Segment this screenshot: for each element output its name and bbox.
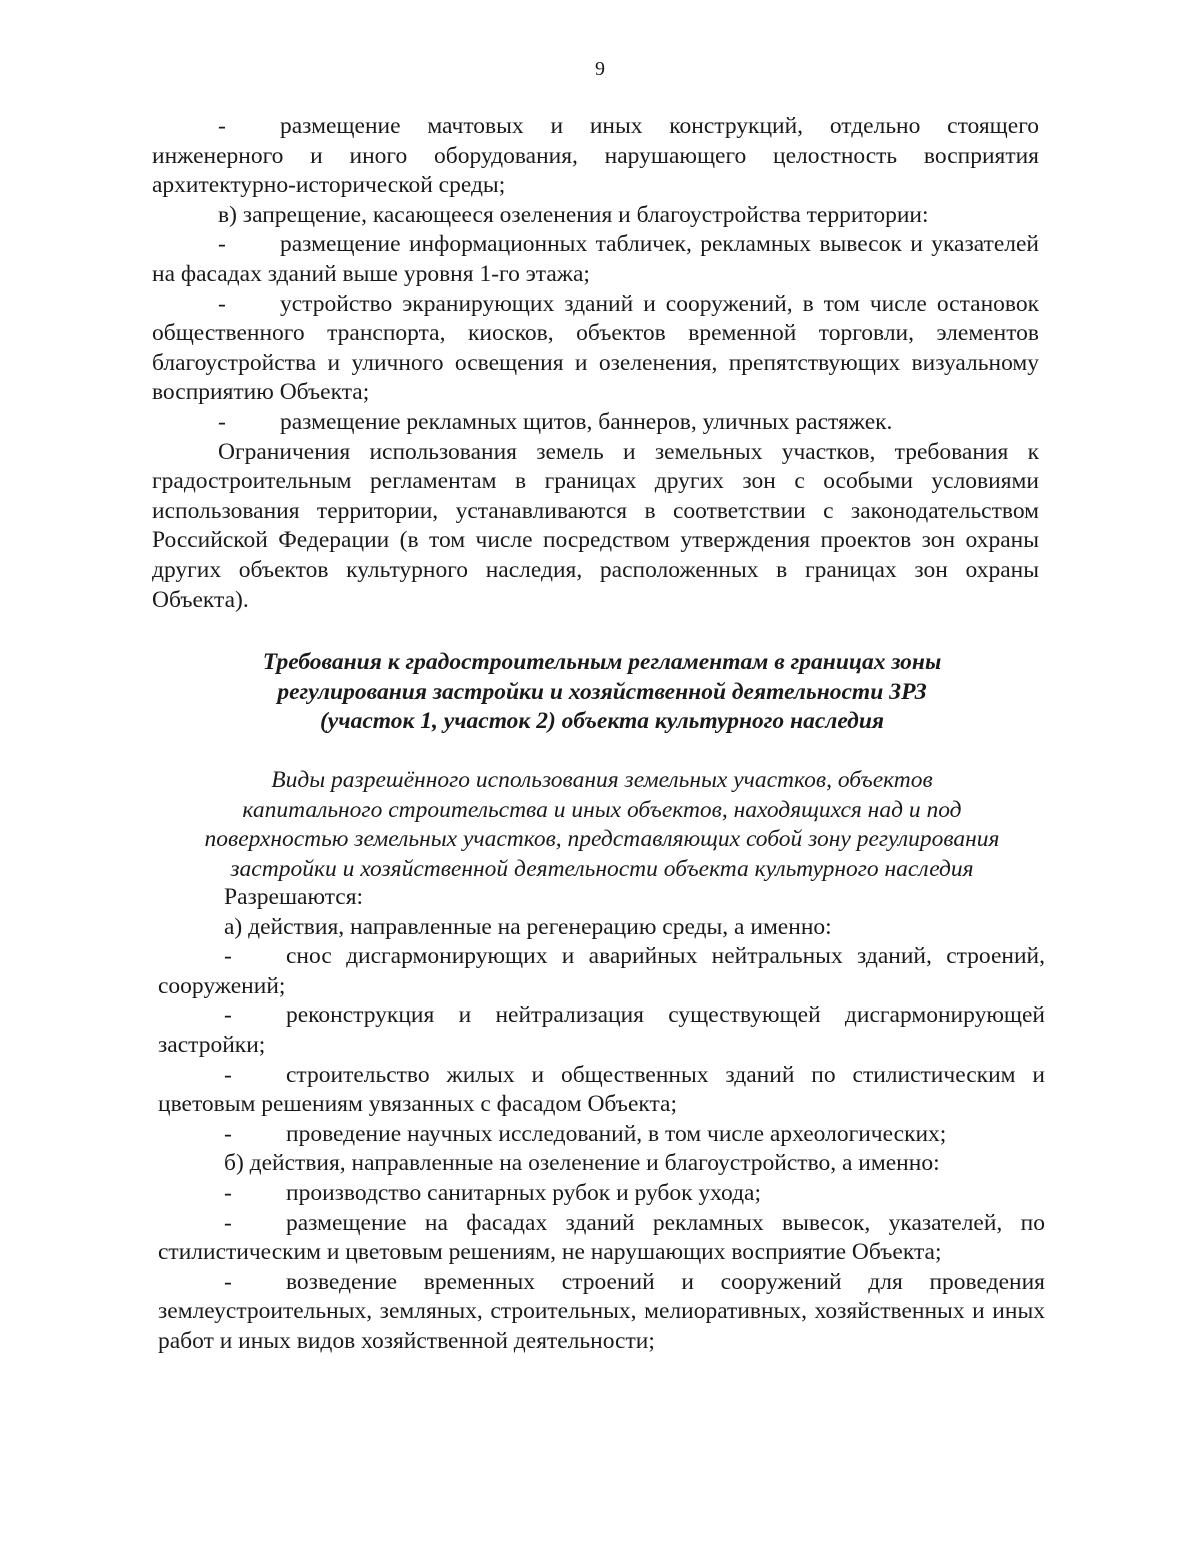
paragraph-text: устройство экранирующих зданий и сооружений, в том числе остановок общественного транспорта, киосков, объектов временной торговли, элементов благоустройства и уличного освещения и озеленения, препятствующих визуальному восприятию Объекта; [152,290,1039,406]
paragraph-text: размещение мачтовых и иных конструкций, отдельно стоящего инженерного и иного оборудования, нарушающего целостность восприятия архитектурно-исторической среды; [152,113,1039,199]
paragraph-text: производство санитарных рубок и рубок ухода; [286,1179,761,1206]
section-heading [152,648,1052,737]
paragraph-text: строительство жилых и общественных зданий по стилистическим и цветовым решениям увязанных с фасадом Объекта; [158,1061,1045,1118]
paragraph-text: размещение рекламных щитов, баннеров, уличных растяжек. [280,408,893,435]
list-item [158,1179,1045,1209]
list-item [158,1001,1045,1060]
list-item [158,1120,1045,1150]
section-subheading [152,766,1052,884]
heading-line: регулирования застройки и хозяйственной деятельности ЗРЗ [277,678,927,705]
paragraph-text: снос дисгармонирующих и аварийных нейтральных зданий, строений, сооружений; [158,943,1045,999]
dash-marker: - [218,113,226,139]
paragraph-text: Ограничения использования земель и земельных участков, требования к градостроительным регламентам в границах других зон с особыми условиями использования территории, устанавливаются в соответствии с законодательством Российской Федерации (в том числе посредством утверждения проектов зон охраны других объектов культурного наследия, расположенных в границах зон охраны Объекта). [152,438,1039,613]
dash-marker: - [224,1209,232,1236]
paragraph-text: проведение научных исследований, в том числе археологических; [286,1120,947,1147]
subheading-line: Виды разрешённого использования земельных участков, объектов [271,767,933,793]
list-item [152,290,1039,408]
list-item [158,1209,1045,1268]
dash-marker: - [224,943,232,970]
subheading-line: поверхностью земельных участков, представляющих собой зону регулирования [204,826,1000,853]
heading-line: (участок 1, участок 2) объекта культурного наследия [319,708,885,735]
paragraph [158,1149,1045,1179]
paragraph-text: размещение информационных табличек, рекламных вывесок и указателей на фасадах зданий выше уровня 1-го этажа; [152,231,1039,287]
heading-line: Требования к градостроительным регламентам в границах зоны [262,649,942,675]
paragraph [152,201,1039,231]
paragraph [158,913,1045,943]
dash-marker: - [224,1120,232,1147]
page-number: 9 [595,58,605,80]
paragraph-text: реконструкция и нейтрализация существующей дисгармонирующей застройки; [158,1002,1045,1058]
subheading-line: застройки и хозяйственной деятельности объекта культурного наследия [230,855,974,882]
paragraph-text: б) действия, направленные на озеленение и благоустройство, а именно: [224,1150,940,1177]
list-item [158,942,1045,1001]
paragraph [152,438,1039,616]
top-text-block [152,112,1039,615]
dash-marker: - [218,231,226,258]
dash-marker: - [224,1179,232,1206]
paragraph-text: возведение временных строений и сооружений для проведения землеустроительных, земляных, строительных, мелиоративных, хозяйственных и иных работ и иных видов хозяйственной деятельности; [158,1268,1045,1354]
bottom-text-block [158,883,1045,1357]
list-item [152,112,1039,201]
list-item [152,230,1039,289]
dash-marker: - [224,1002,232,1029]
dash-marker: - [218,290,226,317]
list-item [158,1268,1045,1357]
list-item [152,408,1039,438]
dash-marker: - [224,1061,232,1088]
paragraph [158,883,1045,913]
paragraph-text: Разрешаются: [224,884,364,910]
dash-marker: - [218,408,226,435]
paragraph-text: в) запрещение, касающееся озеленения и благоустройства территории: [218,201,929,228]
paragraph-text: размещение на фасадах зданий рекламных вывесок, указателей, по стилистическим и цветовым решениям, не нарушающих восприятие Объекта; [158,1209,1045,1266]
dash-marker: - [224,1268,232,1295]
paragraph-text: а) действия, направленные на регенерацию среды, а именно: [224,913,832,940]
list-item [158,1061,1045,1120]
subheading-line: капитального строительства и иных объектов, находящихся над и под [242,796,962,823]
